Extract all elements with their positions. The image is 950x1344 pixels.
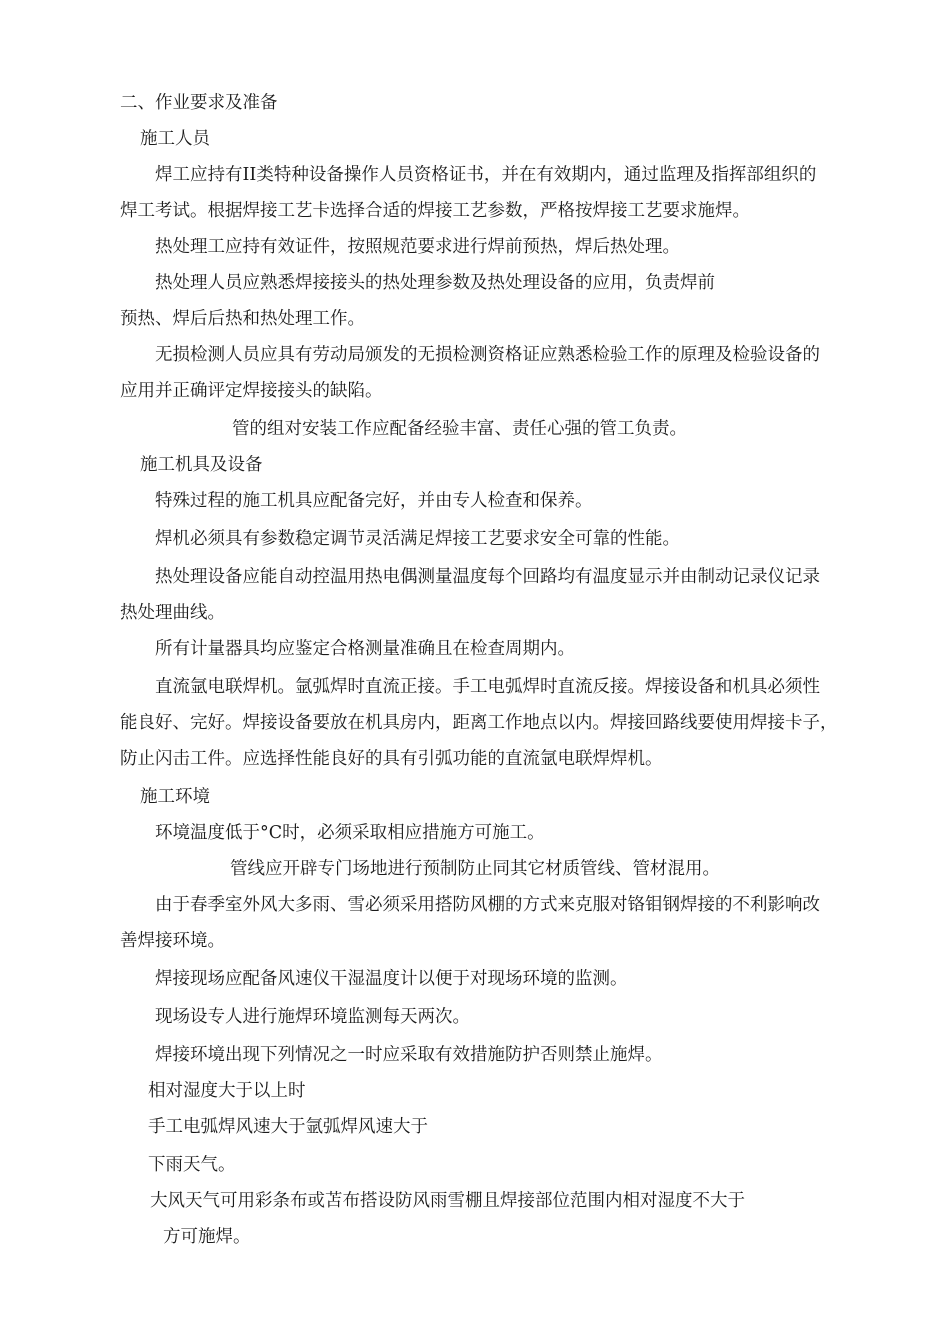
paragraph-line: 能良好、完好。焊接设备要放在机具房内，距离工作地点以内。焊接回路线要使用焊接卡子， bbox=[120, 713, 838, 733]
condition-item: 相对湿度大于以上时 bbox=[148, 1081, 306, 1101]
paragraph-line: 焊接现场应配备风速仪干湿温度计以便于对现场环境的监测。 bbox=[155, 969, 628, 989]
paragraph-line: 管线应开辟专门场地进行预制防止同其它材质管线、管材混用。 bbox=[230, 859, 720, 879]
paragraph-line: 管的组对安装工作应配备经验丰富、责任心强的管工负责。 bbox=[232, 419, 687, 439]
paragraph-line: 热处理工应持有效证件，按照规范要求进行焊前预热，焊后热处理。 bbox=[155, 237, 680, 257]
paragraph-line: 焊机必须具有参数稳定调节灵活满足焊接工艺要求安全可靠的性能。 bbox=[155, 529, 680, 549]
paragraph-line: 由于春季室外风大多雨、雪必须采用搭防风棚的方式来克服对铬钼钢焊接的不利影响改 bbox=[155, 895, 820, 915]
paragraph-line: 特殊过程的施工机具应配备完好，并由专人检查和保养。 bbox=[155, 491, 593, 511]
paragraph-line: 预热、焊后后热和热处理工作。 bbox=[120, 309, 365, 329]
paragraph-line: 无损检测人员应具有劳动局颁发的无损检测资格证应熟悉检验工作的原理及检验设备的 bbox=[155, 345, 820, 365]
condition-item: 大风天气可用彩条布或苫布搭设防风雨雪棚且焊接部位范围内相对湿度不大于 bbox=[150, 1191, 745, 1211]
paragraph-line: 防止闪击工件。应选择性能良好的具有引弧功能的直流氩电联焊焊机。 bbox=[120, 749, 663, 769]
condition-item: 手工电弧焊风速大于氩弧焊风速大于 bbox=[148, 1117, 428, 1137]
heading-environment: 施工环境 bbox=[140, 787, 210, 807]
paragraph-line: 热处理设备应能自动控温用热电偶测量温度每个回路均有温度显示并由制动记录仪记录 bbox=[155, 567, 820, 587]
paragraph-line: 应用并正确评定焊接接头的缺陷。 bbox=[120, 381, 383, 401]
paragraph-line: 善焊接环境。 bbox=[120, 931, 225, 951]
heading-personnel: 施工人员 bbox=[140, 129, 210, 149]
condition-item: 下雨天气。 bbox=[148, 1155, 236, 1175]
paragraph-line: 热处理人员应熟悉焊接接头的热处理参数及热处理设备的应用，负责焊前 bbox=[155, 273, 715, 293]
condition-item: 方可施焊。 bbox=[163, 1227, 251, 1247]
paragraph-line: 所有计量器具均应鉴定合格测量准确且在检查周期内。 bbox=[155, 639, 575, 659]
paragraph-line: 直流氩电联焊机。氩弧焊时直流正接。手工电弧焊时直流反接。焊接设备和机具必须性 bbox=[155, 677, 820, 697]
paragraph-line: 焊工考试。根据焊接工艺卡选择合适的焊接工艺参数，严格按焊接工艺要求施焊。 bbox=[120, 201, 750, 221]
paragraph-line: 焊接环境出现下列情况之一时应采取有效措施防护否则禁止施焊。 bbox=[155, 1045, 663, 1065]
paragraph-line: 热处理曲线。 bbox=[120, 603, 225, 623]
paragraph-line: 焊工应持有II类特种设备操作人员资格证书，并在有效期内，通过监理及指挥部组织的 bbox=[155, 165, 817, 185]
paragraph-line: 现场设专人进行施焊环境监测每天两次。 bbox=[155, 1007, 470, 1027]
paragraph-line: 环境温度低于°C时，必须采取相应措施方可施工。 bbox=[155, 823, 545, 843]
section-title: 二、作业要求及准备 bbox=[120, 93, 278, 113]
heading-equipment: 施工机具及设备 bbox=[140, 455, 263, 475]
